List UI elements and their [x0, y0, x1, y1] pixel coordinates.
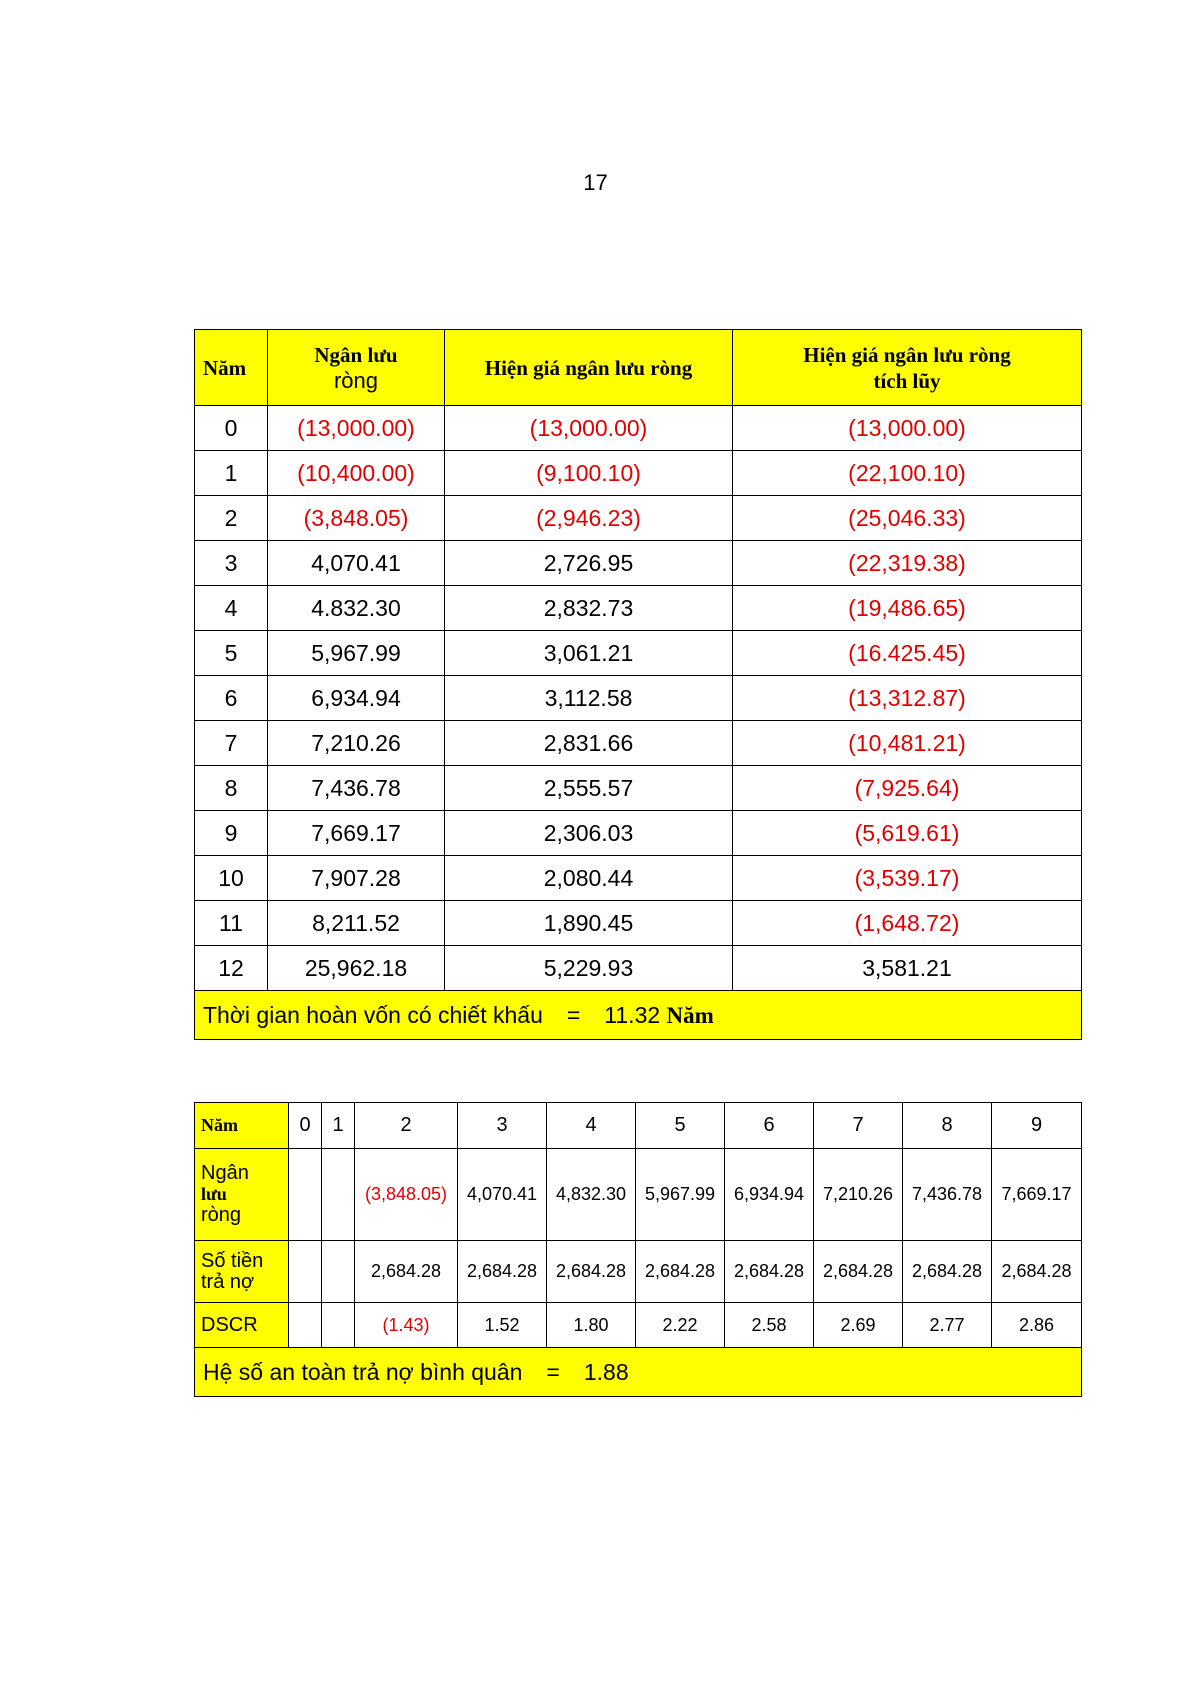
cum-pv-cell: (10,481.21) [733, 721, 1082, 766]
year-cell: 5 [195, 631, 268, 676]
year-cell: 6 [195, 676, 268, 721]
cum-pv-cell: (19,486.65) [733, 586, 1082, 631]
cash-flow-label-3: ròng [201, 1204, 242, 1226]
dscr-cell: 2.69 [814, 1303, 903, 1348]
header-cash-flow-line2: ròng [333, 367, 379, 393]
table-row [195, 901, 1082, 946]
debt-cell: 2,684.28 [814, 1241, 903, 1303]
year-cell: 8 [195, 766, 268, 811]
table-row [195, 856, 1082, 901]
dscr-footer-row [195, 1348, 1082, 1397]
header-row [195, 330, 1082, 406]
cash-flow-cell: (13,000.00) [268, 406, 445, 451]
table-row [195, 496, 1082, 541]
year-cell: 8 [903, 1103, 992, 1149]
header-cash-flow-line1: Ngân lưu [314, 342, 398, 367]
debt-cell: 2,684.28 [547, 1241, 636, 1303]
dscr-label: DSCR [195, 1303, 289, 1348]
cum-pv-cell: (5,619.61) [733, 811, 1082, 856]
cash-flow-cell [322, 1149, 355, 1241]
cash-flow-cell: 6,934.94 [725, 1149, 814, 1241]
dscr-ratio-row [195, 1303, 1082, 1348]
pv-cell: (9,100.10) [445, 451, 733, 496]
dscr-cell [289, 1303, 322, 1348]
cum-pv-cell: (13,000.00) [733, 406, 1082, 451]
cash-flow-cell: 7,436.78 [903, 1149, 992, 1241]
year-cell: 2 [195, 496, 268, 541]
cum-pv-cell: 3,581.21 [733, 946, 1082, 991]
debt-cell: 2,684.28 [355, 1241, 458, 1303]
cash-flow-cell: (3,848.05) [355, 1149, 458, 1241]
cum-pv-cell: (13,312.87) [733, 676, 1082, 721]
pv-cell: 5,229.93 [445, 946, 733, 991]
dscr-summary-equals: = [546, 1358, 560, 1385]
cash-flow-cell: (10,400.00) [268, 451, 445, 496]
header-cum-pv-line1: Hiện giá ngân lưu ròng [803, 342, 1011, 367]
cash-flow-cell: 5,967.99 [268, 631, 445, 676]
table-row [195, 676, 1082, 721]
year-cell: 3 [195, 541, 268, 586]
payback-table [194, 329, 1082, 1040]
debt-cell: 2,684.28 [725, 1241, 814, 1303]
cum-pv-cell: (22,319.38) [733, 541, 1082, 586]
dscr-cell: 1.80 [547, 1303, 636, 1348]
payback-label: Thời gian hoàn vốn có chiết khấu [203, 1001, 543, 1028]
debt-cell: 2,684.28 [903, 1241, 992, 1303]
header-cum-pv [733, 330, 1082, 406]
debt-cell [322, 1241, 355, 1303]
year-cell: 12 [195, 946, 268, 991]
table-row [195, 946, 1082, 991]
cash-flow-cell: 25,962.18 [268, 946, 445, 991]
pv-cell: 2,306.03 [445, 811, 733, 856]
year-cell: 11 [195, 901, 268, 946]
dscr-cell: 2.77 [903, 1303, 992, 1348]
payback-value: 11.32 [604, 1001, 661, 1028]
dscr-debt-row [195, 1241, 1082, 1303]
dscr-summary-label: Hệ số an toàn trả nợ bình quân [203, 1358, 523, 1385]
year-cell: 3 [458, 1103, 547, 1149]
cum-pv-cell: (7,925.64) [733, 766, 1082, 811]
cash-flow-cell: 8,211.52 [268, 901, 445, 946]
payback-summary [195, 991, 1082, 1040]
debt-cell: 2,684.28 [992, 1241, 1082, 1303]
pv-cell: 1,890.45 [445, 901, 733, 946]
cash-flow-label-1: Ngân [201, 1162, 249, 1184]
table-row [195, 811, 1082, 856]
pv-cell: 2,831.66 [445, 721, 733, 766]
cash-flow-cell: 4.832.30 [268, 586, 445, 631]
payback-equals: = [566, 1001, 581, 1028]
dscr-cell [322, 1303, 355, 1348]
dscr-summary-value: 1.88 [583, 1358, 629, 1385]
cash-flow-cell: 5,967.99 [636, 1149, 725, 1241]
dscr-cell: 2.86 [992, 1303, 1082, 1348]
debt-label [195, 1241, 289, 1303]
page-number: 17 [583, 170, 608, 195]
year-cell: 7 [814, 1103, 903, 1149]
header-cum-pv-line2: tích lũy [873, 368, 941, 393]
table-row [195, 586, 1082, 631]
cash-flow-cell: 7,210.26 [268, 721, 445, 766]
table-row [195, 541, 1082, 586]
year-cell: 6 [725, 1103, 814, 1149]
cash-flow-cell: 4,070.41 [458, 1149, 547, 1241]
year-cell: 1 [195, 451, 268, 496]
dscr-year-label [195, 1103, 289, 1149]
dscr-cell: 2.58 [725, 1303, 814, 1348]
pv-cell: 2,832.73 [445, 586, 733, 631]
cash-flow-cell: 7,907.28 [268, 856, 445, 901]
pv-cell: 2,080.44 [445, 856, 733, 901]
table-row [195, 631, 1082, 676]
debt-label-2: trả nợ [201, 1270, 255, 1293]
pv-cell: 3,061.21 [445, 631, 733, 676]
year-cell: 4 [547, 1103, 636, 1149]
year-cell: 1 [322, 1103, 355, 1149]
dscr-year-row [195, 1103, 1082, 1149]
cum-pv-cell: (25,046.33) [733, 496, 1082, 541]
year-cell: 9 [992, 1103, 1082, 1149]
cash-flow-cell: 7,669.17 [992, 1149, 1082, 1241]
dscr-table [194, 1102, 1082, 1397]
cash-flow-cell: 6,934.94 [268, 676, 445, 721]
pv-cell: (2,946.23) [445, 496, 733, 541]
year-cell: 10 [195, 856, 268, 901]
pv-cell: 3,112.58 [445, 676, 733, 721]
cum-pv-cell: (16.425.45) [733, 631, 1082, 676]
payback-unit: Năm [666, 1002, 714, 1028]
table-row [195, 406, 1082, 451]
year-cell: 0 [289, 1103, 322, 1149]
dscr-cell: (1.43) [355, 1303, 458, 1348]
year-cell: 0 [195, 406, 268, 451]
cash-flow-cell: 7,210.26 [814, 1149, 903, 1241]
dscr-cell: 2.22 [636, 1303, 725, 1348]
header-pv: Hiện giá ngân lưu ròng [445, 330, 733, 406]
pv-cell: 2,726.95 [445, 541, 733, 586]
debt-cell: 2,684.28 [636, 1241, 725, 1303]
cum-pv-cell: (3,539.17) [733, 856, 1082, 901]
cash-flow-cell [289, 1149, 322, 1241]
debt-cell [289, 1241, 322, 1303]
cash-flow-label [195, 1149, 289, 1241]
year-cell: 9 [195, 811, 268, 856]
table-row [195, 451, 1082, 496]
header-cash-flow [268, 330, 445, 406]
header-year: Năm [195, 330, 268, 406]
cash-flow-cell: 7,436.78 [268, 766, 445, 811]
debt-label-1: Số tiền [201, 1249, 264, 1272]
dscr-summary [195, 1348, 1082, 1397]
year-label-text: Năm [201, 1115, 238, 1135]
year-cell: 2 [355, 1103, 458, 1149]
table-row [195, 766, 1082, 811]
cash-flow-cell: 4,070.41 [268, 541, 445, 586]
cash-flow-cell: 7,669.17 [268, 811, 445, 856]
cash-flow-label-2: lưu [201, 1184, 227, 1204]
year-cell: 7 [195, 721, 268, 766]
table-row [195, 721, 1082, 766]
dscr-cash-flow-row [195, 1149, 1082, 1241]
cum-pv-cell: (1,648.72) [733, 901, 1082, 946]
payback-footer-row [195, 991, 1082, 1040]
dscr-cell: 1.52 [458, 1303, 547, 1348]
cash-flow-cell: 4,832.30 [547, 1149, 636, 1241]
year-cell: 5 [636, 1103, 725, 1149]
debt-cell: 2,684.28 [458, 1241, 547, 1303]
pv-cell: (13,000.00) [445, 406, 733, 451]
cash-flow-cell: (3,848.05) [268, 496, 445, 541]
year-cell: 4 [195, 586, 268, 631]
cum-pv-cell: (22,100.10) [733, 451, 1082, 496]
pv-cell: 2,555.57 [445, 766, 733, 811]
